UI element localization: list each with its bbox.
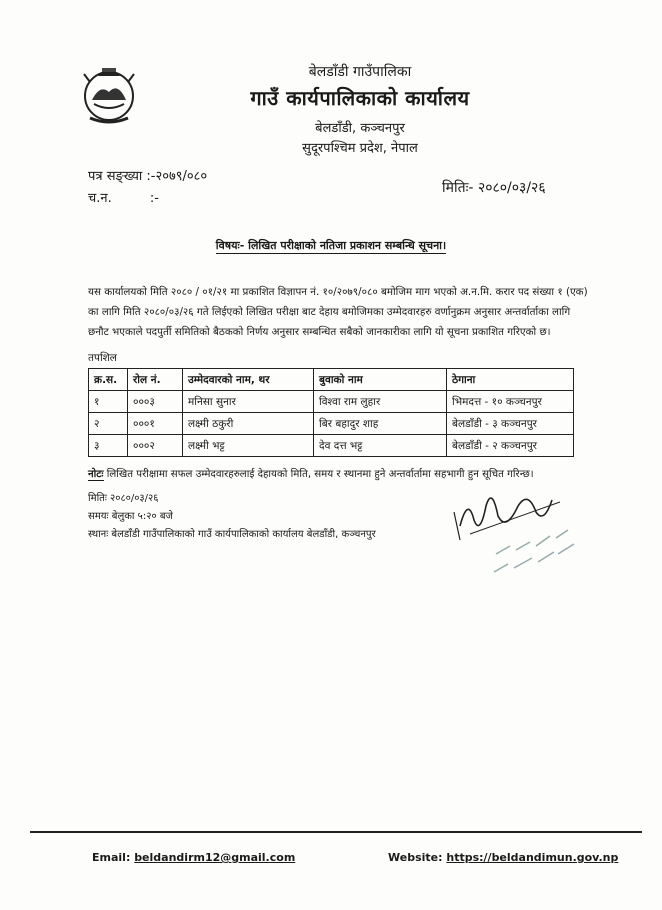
table-cell: ०००२	[128, 435, 183, 457]
note-text: लिखित परीक्षामा सफल उम्मेदवारहरुलाई देहायको मिति, समय र स्थानमा हुने अन्तर्वार्तामा सहभागी हुन सूचित गरिन्छ।	[103, 469, 534, 480]
table-row	[89, 435, 574, 457]
letter-date	[442, 178, 546, 197]
dispatch-label: च.न.	[88, 191, 112, 206]
office-location: बेलडाँडी, कञ्चनपुर	[315, 121, 405, 136]
col-serial: क्र.स.	[89, 369, 128, 391]
col-father: बुवाको नाम	[314, 369, 447, 391]
table-cell: लक्ष्मी भट्ट	[183, 435, 314, 457]
website-label: Website:	[388, 851, 443, 864]
table-cell: २	[89, 413, 128, 435]
table-cell: लक्ष्मी ठकुरी	[183, 413, 314, 435]
dispatch-number	[88, 188, 159, 206]
interview-place: स्थानः बेलडाँडी गाउँपालिकाको गाउँ कार्यपालिकाको कार्यालय बेलडाँडी, कञ्चनपुर	[88, 529, 376, 540]
table-row	[89, 413, 574, 435]
footer-website	[388, 851, 618, 864]
footer-divider	[30, 831, 642, 833]
interview-time: समयः बेलुका ५:२० बजे	[88, 511, 173, 522]
table-cell: १	[89, 391, 128, 413]
table-cell: ०००१	[128, 413, 183, 435]
email-label: Email:	[92, 851, 131, 864]
municipality-name: बेलडाँडी गाउँपालिका	[308, 64, 412, 80]
government-emblem-icon	[80, 62, 138, 126]
table-cell: ०००३	[128, 391, 183, 413]
table-cell: विश्वा राम लुहार	[314, 391, 447, 413]
subject-line: विषयः- लिखित परीक्षाको नतिजा प्रकाशन सम्बन्धि सूचना।	[215, 239, 447, 252]
province-name: सुदूरपश्चिम प्रदेश, नेपाल	[302, 141, 418, 156]
notice-body: यस कार्यालयको मिति २०८० / ०१/२१ मा प्रकाशित विज्ञापन नं. १०/२०७९/०८० बमोजिम माग भएको अ.न.मि. करार पद संख्या १ (एक) का लागि मिति २०८०/०३/२६ गते लिईएको लिखित परीक्षा बाट देहाय बमोजिमका उम्मेदवारहरु वर्णानुक्रम अनुसार अन्तर्वार्ताका लागि छनौट भएकाले पदपुर्ती समितिको बैठकको निर्णय अनुसार सम्बन्धित सबैको जानकारीका लागि यो सूचना प्रकाशित गरिएको छ।	[88, 286, 588, 338]
interview-date: मितिः २०८०/०३/२६	[88, 493, 159, 504]
footer-email	[92, 851, 295, 864]
office-title: गाउँ कार्यपालिकाको कार्यालय	[250, 86, 470, 110]
table-cell: बेलडाँडी - २ कञ्चनपुर	[447, 435, 574, 457]
letter-number	[88, 166, 207, 184]
website-link[interactable]: https://beldandimun.gov.np	[446, 851, 619, 864]
table-cell: मनिसा सुनार	[183, 391, 314, 413]
table-cell: देव दत्त भट्ट	[314, 435, 447, 457]
col-roll: रोल नं.	[128, 369, 183, 391]
results-table	[88, 368, 574, 457]
date-label: मितिः-	[442, 180, 474, 196]
table-cell: बिर बहादुर शाह	[314, 413, 447, 435]
email-link[interactable]: beldandirm12@gmail.com	[134, 851, 296, 864]
dispatch-sep: :-	[149, 191, 159, 206]
col-address: ठेगाना	[447, 369, 574, 391]
date-value: २०८०/०३/२६	[477, 180, 546, 196]
details-label: तपशिल	[88, 352, 117, 364]
table-cell: भिमदत्त - १० कञ्चनपुर	[447, 391, 574, 413]
note-label: नोटः	[88, 469, 104, 480]
table-row	[89, 391, 574, 413]
letter-number-value: २०७९/०८०	[155, 169, 208, 184]
table-cell: ३	[89, 435, 128, 457]
signature-stamp-icon	[440, 476, 590, 596]
col-candidate: उम्मेदवारको नाम, थर	[183, 369, 314, 391]
table-header-row	[89, 369, 574, 391]
letter-number-label: पत्र सङ्ख्या :-	[88, 169, 156, 184]
table-cell: बेलडाँडी - ३ कञ्चनपुर	[447, 413, 574, 435]
